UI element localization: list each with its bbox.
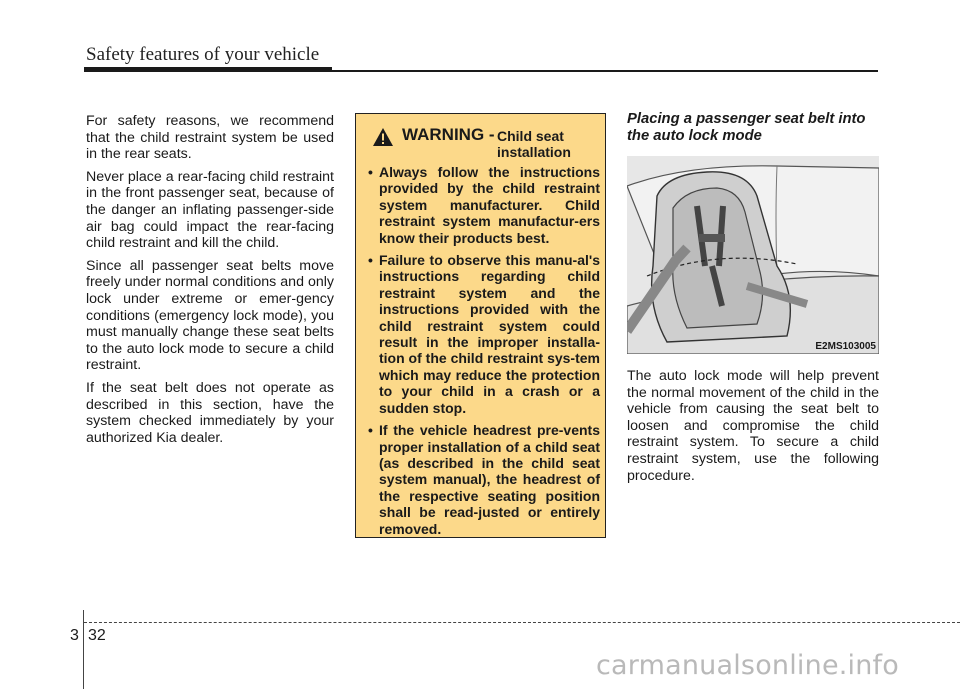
- section-heading: Placing a passenger seat belt into the auto lock mode: [627, 111, 866, 144]
- left-paragraph-4: If the seat belt does not operate as described in this section, have the system checked immediately by your authorized Kia dealer.: [86, 379, 334, 446]
- watermark: carmanualsonline.info: [596, 650, 899, 681]
- warning-box: [355, 113, 606, 538]
- footer-vertical-rule: [83, 610, 84, 689]
- warning-title: Child seat installation: [497, 128, 571, 160]
- page-section-title: Safety features of your vehicle: [86, 44, 320, 65]
- warning-list: [368, 164, 600, 543]
- footer-rule: [84, 622, 960, 623]
- left-paragraph-2: Never place a rear-facing child restraint in the front passenger seat, because of the danger an inflating passenger-side air bag could impact the rear-facing child restraint and kill the child.: [86, 168, 334, 252]
- left-paragraph-3: Since all passenger seat belts move freely under normal conditions and only lock under extreme or emer-gency conditions (emergency lock mode), you must manually change these seat belts to the auto lock mode to secure a child restraint.: [86, 257, 334, 374]
- bullet: •: [368, 422, 373, 439]
- left-paragraph-1: For safety reasons, we recommend that the child restraint system be used in the rear seats.: [86, 113, 334, 163]
- bullet: •: [368, 252, 373, 269]
- child-seat-illustration: [627, 156, 879, 354]
- warning-triangle-icon: [372, 127, 394, 147]
- page-number: 32: [88, 627, 106, 644]
- left-column: [86, 113, 334, 452]
- warning-item: [368, 164, 600, 246]
- warning-item: [368, 422, 600, 537]
- child-seat-drawing: [627, 156, 879, 354]
- warning-word: WARNING -: [402, 125, 495, 144]
- warning-item-text: If the vehicle headrest pre-vents proper installation of a child seat (as described in the child seat system manual), the headrest of the respective seating position shall be read-justed or entirely removed.: [379, 422, 600, 537]
- right-column-heading-block: [627, 111, 879, 154]
- header-rule-thin: [332, 70, 878, 72]
- right-paragraph: The auto lock mode will help prevent the normal movement of the child in the vehicle from causing the seat belt to loosen and compromise the child restraint system. To secure a child restraint system, use the following procedure.: [627, 368, 879, 484]
- header-rule-thick: [84, 67, 332, 72]
- bullet: •: [368, 164, 373, 180]
- warning-item: [368, 252, 600, 416]
- warning-item-text: Failure to observe this manu-al's instructions regarding child restraint system and the instructions provided with the child restraint system could result in the improper installa-tion of the child restraint sys-tem which may reduce the protection to your child in a crash or a sudden stop.: [379, 252, 600, 416]
- warning-item-text: Always follow the instructions provided by the child restraint system manufacturer. Child restraint system manufactur-ers know their products best.: [379, 164, 600, 246]
- figure-code: E2MS103005: [815, 341, 876, 352]
- right-column-body: [627, 368, 879, 484]
- chapter-number: 3: [70, 627, 79, 644]
